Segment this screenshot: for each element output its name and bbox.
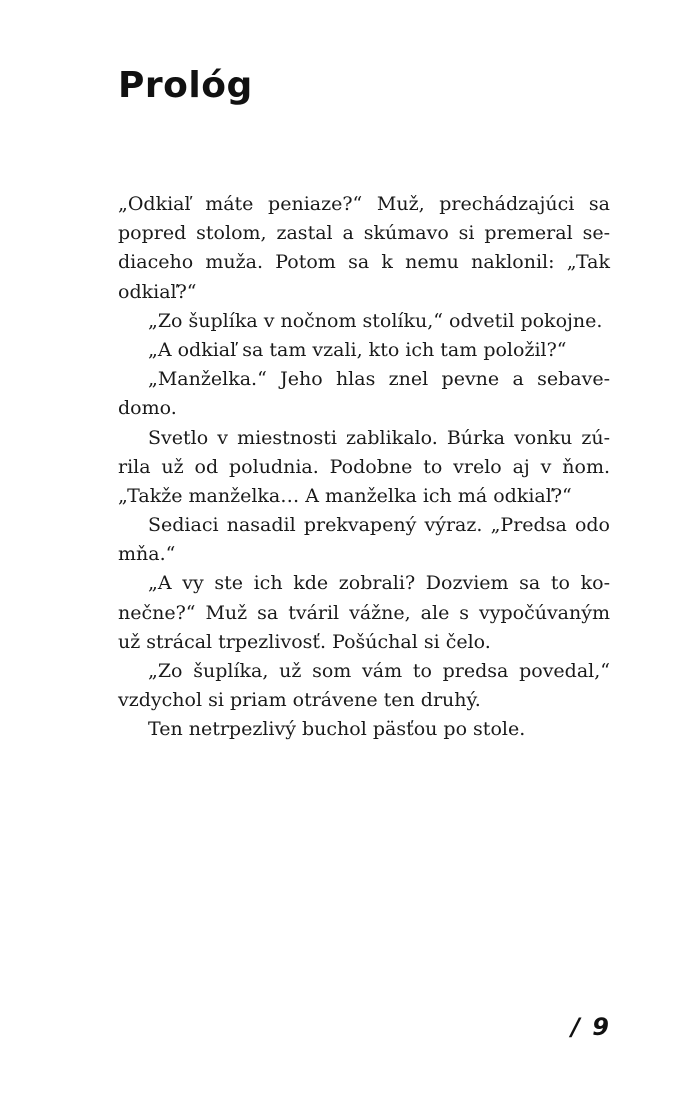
body-text	[118, 190, 610, 745]
text-line: „Odkiaľ máte peniaze?“ Muž, prechádzajúci sa	[118, 193, 610, 215]
text-line: Sediaci nasadil prekvapený výraz. „Predsa odo	[148, 514, 610, 537]
text-line: vzdychol si priam otrávene ten druhý.	[118, 689, 481, 712]
text-line: rila už od poludnia. Podobne to vrelo aj v ňom.	[118, 455, 610, 478]
text-line: mňa.“	[118, 543, 176, 566]
page-number: / 9	[571, 1013, 611, 1041]
text-line: „Manželka.“ Jeho hlas znel pevne a sebave-	[148, 368, 610, 391]
chapter-title: Prológ	[118, 65, 253, 106]
text-line: „Zo šuplíka v nočnom stolíku,“ odvetil pokojne.	[148, 309, 603, 332]
text-line: popred stolom, zastal a skúmavo si premeral se-	[118, 222, 610, 245]
text-line: diaceho muža. Potom sa k nemu naklonil: „Tak	[118, 251, 610, 274]
text-line: už strácal trpezlivosť. Pošúchal si čelo.	[118, 630, 491, 653]
text-line: „Zo šuplíka, už som vám to predsa povedal,“	[148, 660, 610, 682]
text-line: odkiaľ?“	[118, 280, 197, 303]
text-line: „A odkiaľ sa tam vzali, kto ich tam položil?“	[148, 338, 567, 361]
text-line: nečne?“ Muž sa tváril vážne, ale s vypočúvaným	[118, 601, 610, 624]
text-line: Ten netrpezlivý buchol päsťou po stole.	[148, 718, 526, 741]
text-line: Svetlo v miestnosti zablikalo. Búrka vonku zú-	[148, 426, 610, 449]
text-line: „A vy ste ich kde zobrali? Dozviem sa to ko-	[148, 572, 610, 595]
text-line: domo.	[118, 397, 177, 420]
text-line: „Takže manželka… A manželka ich má odkiaľ?“	[118, 484, 572, 507]
